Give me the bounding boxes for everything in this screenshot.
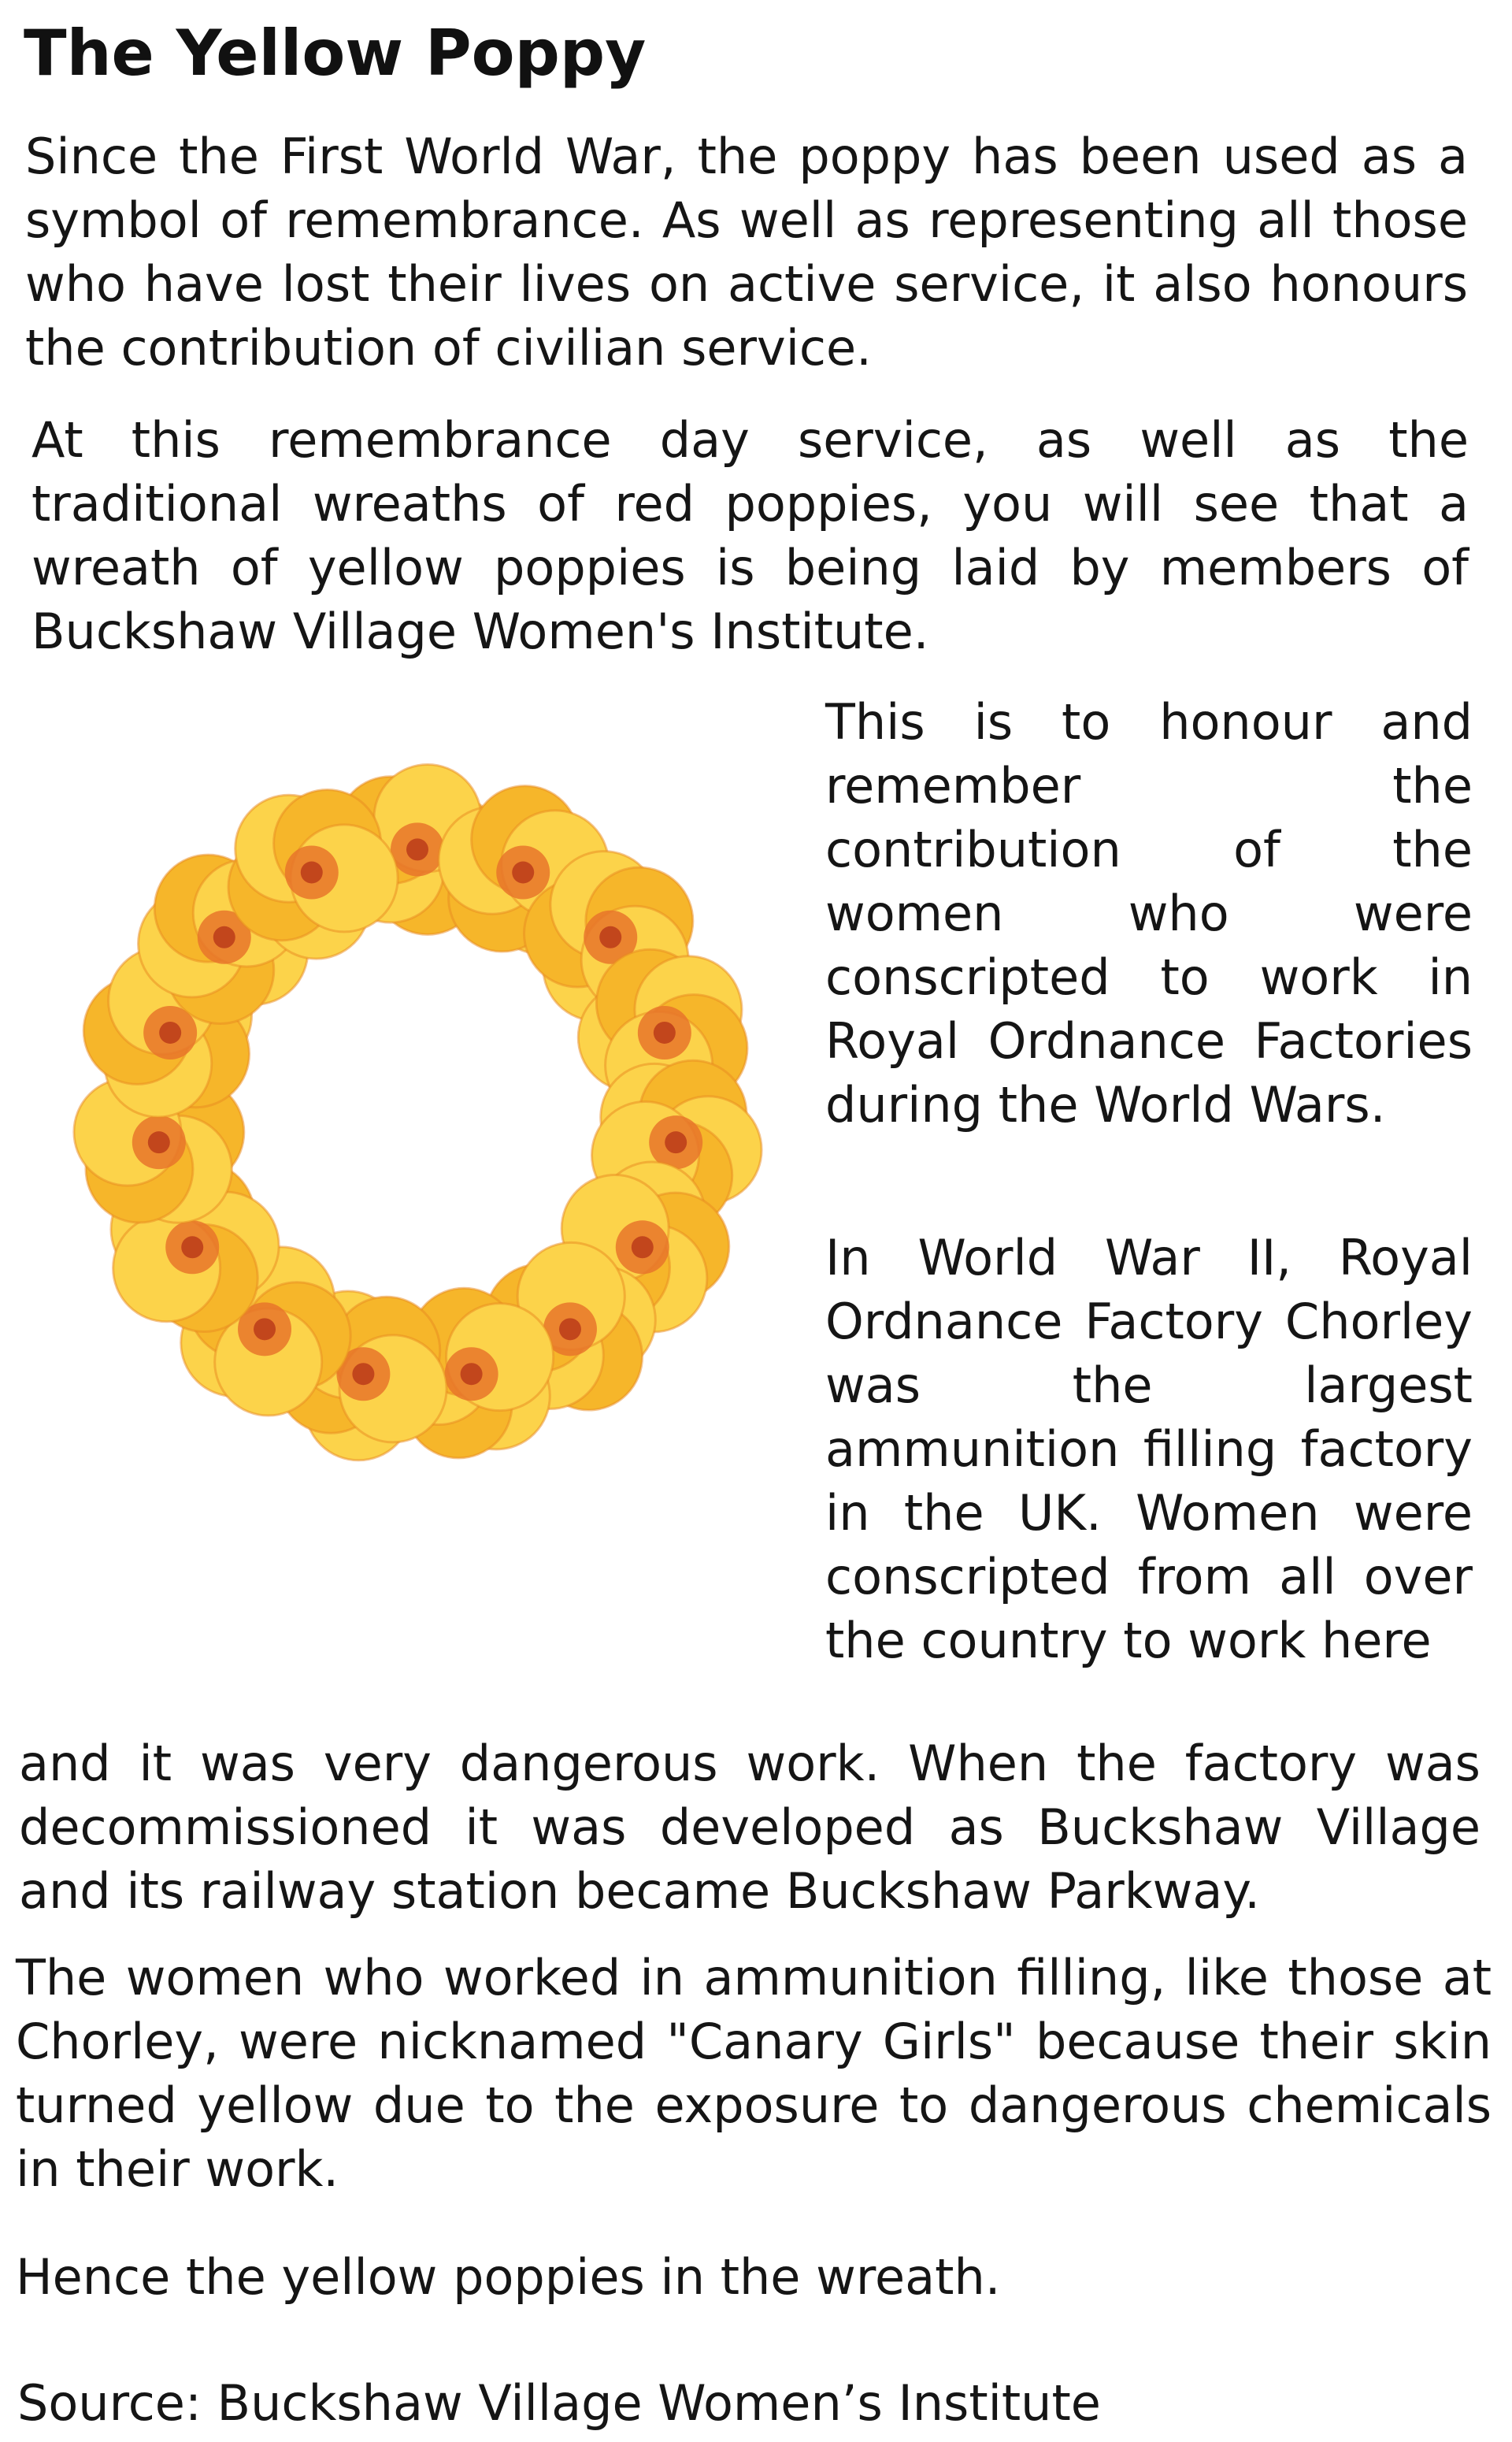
paragraph-chorley: In World War II, Royal Ordnance Factory Chorley was the largest ammunition filling factory in the UK. Women were conscripted from all over the country to work here [825,1229,1473,1669]
yellow-poppy-wreath-icon [24,685,811,1544]
paragraph-canary-girls: The women who worked in ammunition filling, like those at Chorley, were nicknamed "Canary Girls" because their skin turned yellow due to the exposure to dangerous chemicals in their work. [16,1949,1492,2198]
paragraph-service: At this remembrance day service, as well as the traditional wreaths of red poppies, you will see that a wreath of yellow poppies is being laid by members of Buckshaw Village Women's Institute. [32,411,1469,660]
poppy-flower-icon [228,789,398,959]
paragraph-chorley-continued: and it was very dangerous work. When the factory was decommissioned it was developed as Buckshaw Village and its railway station became Buckshaw Parkway. [19,1735,1480,1920]
source-credit: Source: Buckshaw Village Women’s Institute [17,2374,1101,2432]
paragraph-honour: This is to honour and remember the contribution of the women who were conscripted to work in Royal Ordnance Factories during the World Wars. [825,693,1473,1134]
page-title: The Yellow Poppy [24,17,647,90]
paragraph-conclusion: Hence the yellow poppies in the wreath. [16,2248,1001,2306]
paragraph-intro: Since the First World War, the poppy has been used as a symbol of remembrance. As well as representing all those who have lost their lives on active service, it also honours the contribution of civilian service. [25,128,1468,377]
